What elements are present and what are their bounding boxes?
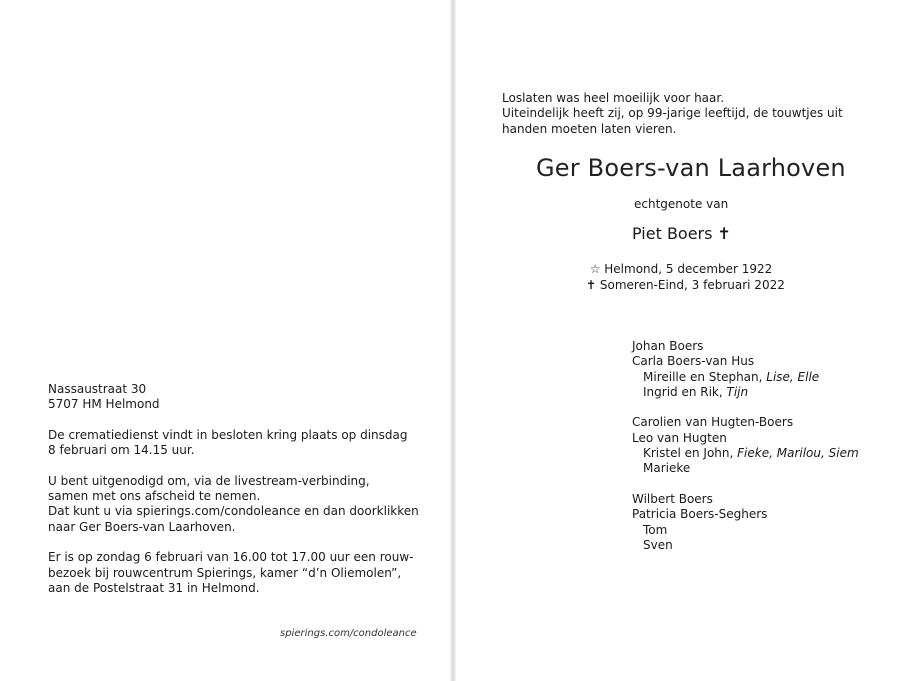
grandchild-line [632,446,859,461]
spouse-label: echtgenote van [634,197,729,211]
family-member: Carolien van Hugten-Boers [632,415,794,430]
deceased-name: Ger Boers-van Laarhoven [536,154,846,182]
intro-line-3: handen moeten laten vieren. [502,121,677,136]
great-grandchildren: Tijn [726,384,749,399]
address-street: Nassaustraat 30 [48,382,147,396]
intro-line-1: Loslaten was heel moeilijk voor haar. [502,91,725,105]
family-list [632,339,859,553]
family-member: Leo van Hugten [632,430,727,445]
grandchild: Marieke [643,461,691,476]
great-grandchildren: Lise, Elle [766,369,820,384]
livestream-line-2: samen met ons afscheid te nemen. [48,489,261,504]
visit-line-1: Er is op zondag 6 februari van 16.00 tot 17.00 uur een rouw- [48,550,414,565]
livestream-line-3: Dat kunt u via spierings.com/condoleance en dan doorklikken [48,504,419,519]
family-member: Johan Boers [632,339,704,353]
grandchild-couple: Mireille en Stephan, [643,369,767,384]
livestream-line-4: naar Ger Boers-van Laarhoven. [48,519,236,534]
family-member: Wilbert Boers [632,491,713,506]
birth-line: ☆ Helmond, 5 december 1922 [589,262,773,276]
family-member: Patricia Boers-Seghers [632,507,768,522]
family-member: Carla Boers-van Hus [632,354,755,369]
intro-line-2: Uiteindelijk heeft zij, op 99-jarige leeftijd, de touwtjes uit [502,106,843,121]
grandchild-line [632,385,859,400]
spouse-name: Piet Boers ✝ [632,224,731,243]
visit-line-3: aan de Postelstraat 31 in Helmond. [48,580,260,595]
address-city: 5707 HM Helmond [48,397,160,412]
death-line: ✝ Someren-Eind, 3 februari 2022 [586,277,785,292]
service-line-1: De crematiedienst vindt in besloten kring plaats op dinsdag [48,427,408,442]
service-line-2: 8 februari om 14.15 uur. [48,443,195,458]
footer-url: spierings.com/condoleance [280,628,417,639]
great-grandchildren: Fieke, Marilou, Siem [737,446,859,461]
left-page [0,0,450,681]
grandchild-couple: Kristel en John, [643,446,738,461]
intro-text [502,91,843,137]
grandchild: Tom [643,522,668,537]
right-page [456,0,906,681]
grandchild-couple: Ingrid en Rik, [643,384,727,399]
grandchild: Sven [643,537,673,552]
address-block [48,382,418,596]
life-dates [586,262,785,293]
grandchild-line [632,370,859,385]
livestream-line-1: U bent uitgenodigd om, via de livestream-verbinding, [48,473,370,488]
visit-line-2: bezoek bij rouwcentrum Spierings, kamer “d’n Oliemolen”, [48,565,402,580]
